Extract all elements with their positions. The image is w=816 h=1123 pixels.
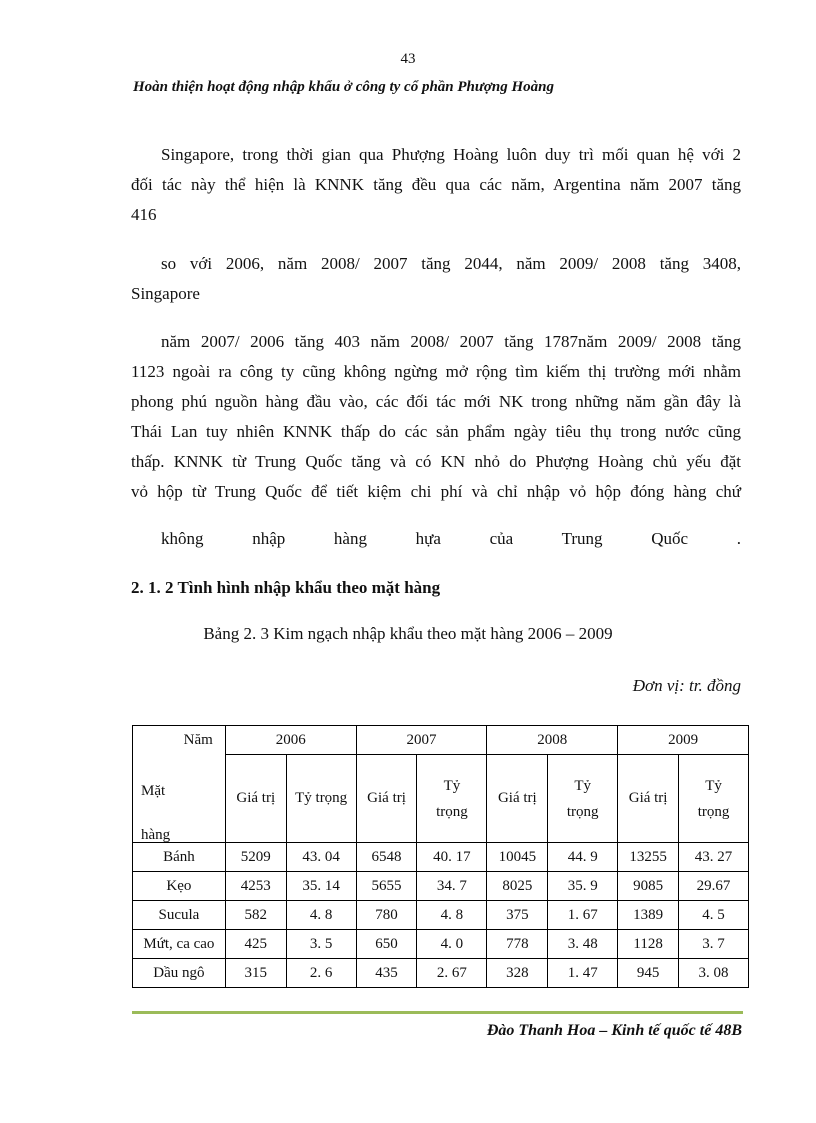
item-cell: Mứt, ca cao (133, 930, 226, 959)
table-row (133, 930, 749, 959)
year-header: 2009 (618, 726, 749, 755)
item-cell: Sucula (133, 901, 226, 930)
value-cell: 1389 (618, 901, 679, 930)
paragraph-line: thấp. KNNK từ Trung Quốc tăng và có KN nhỏ do Phượng Hoàng chủ yếu đặt (131, 452, 741, 471)
value-cell: 1128 (618, 930, 679, 959)
value-cell: 778 (487, 930, 548, 959)
section-heading: 2. 1. 2 Tình hình nhập khẩu theo mặt hàng (131, 578, 441, 597)
share-cell: 3. 7 (679, 930, 749, 959)
value-cell: 650 (356, 930, 417, 959)
paragraph-1 (131, 140, 741, 230)
paragraph-2 (131, 249, 741, 309)
paragraph-line: 1123 ngoài ra công ty cũng không ngừng mở rộng tìm kiếm thị trường mới nhằm (131, 362, 741, 381)
sub-header-value: Giá trị (225, 755, 286, 843)
share-cell: 4. 8 (417, 901, 487, 930)
share-cell: 1. 47 (548, 959, 618, 988)
sub-header-value: Giá trị (356, 755, 417, 843)
share-cell: 4. 0 (417, 930, 487, 959)
paragraph-line: 416 (131, 205, 157, 224)
item-cell: Kẹo (133, 872, 226, 901)
item-cell: Dầu ngô (133, 959, 226, 988)
share-cell: 3. 48 (548, 930, 618, 959)
corner-item-line: Mặt (141, 783, 166, 799)
table-row (133, 843, 749, 872)
share-cell: 34. 7 (417, 872, 487, 901)
footer-author: Đào Thanh Hoa – Kinh tế quốc tế 48B (486, 1022, 742, 1039)
value-cell: 6548 (356, 843, 417, 872)
share-cell: 29.67 (679, 872, 749, 901)
page-number: 43 (400, 51, 416, 67)
paragraph-line: Thái Lan tuy nhiên KNNK thấp do các sản phẩm ngày tiêu thụ trong nước cũng (131, 422, 741, 441)
table-caption: Bảng 2. 3 Kim ngạch nhập khẩu theo mặt hàng 2006 – 2009 (203, 624, 613, 643)
paragraph-line: Singapore (131, 284, 200, 303)
corner-item-label (141, 769, 170, 857)
paragraph-line: không nhập hàng hựa của Trung Quốc . (161, 529, 741, 548)
year-header-row (133, 726, 749, 755)
share-cell: 40. 17 (417, 843, 487, 872)
share-cell: 3. 5 (286, 930, 356, 959)
table-row (133, 872, 749, 901)
share-cell: 35. 9 (548, 872, 618, 901)
unit-note: Đơn vị: tr. đồng (632, 676, 741, 695)
share-cell: 44. 9 (548, 843, 618, 872)
paragraph-line: phong phú nguồn hàng đầu vào, các đối tác mới NK trong những năm gần đây là (131, 392, 741, 411)
share-line: trọng (697, 803, 730, 820)
share-cell: 2. 67 (417, 959, 487, 988)
paragraph-line: Singapore, trong thời gian qua Phượng Hoàng luôn duy trì mối quan hệ với 2 (161, 145, 741, 164)
value-cell: 8025 (487, 872, 548, 901)
table-row (133, 959, 749, 988)
value-cell: 328 (487, 959, 548, 988)
share-cell: 43. 27 (679, 843, 749, 872)
value-cell: 315 (225, 959, 286, 988)
share-cell: 4. 8 (286, 901, 356, 930)
value-cell: 582 (225, 901, 286, 930)
corner-year-label: Năm (183, 732, 213, 748)
value-cell: 10045 (487, 843, 548, 872)
share-cell: 35. 14 (286, 872, 356, 901)
year-header: 2008 (487, 726, 618, 755)
table-row (133, 901, 749, 930)
share-cell: 3. 08 (679, 959, 749, 988)
value-cell: 945 (618, 959, 679, 988)
corner-item-line: hàng (141, 827, 171, 843)
value-cell: 9085 (618, 872, 679, 901)
paragraph-line: đối tác này thể hiện là KNNK tăng đều qua các năm, Argentina năm 2007 tăng (131, 175, 741, 194)
paragraph-4 (131, 524, 741, 554)
paragraph-line: vỏ hộp từ Trung Quốc để tiết kiệm chi phí và chỉ nhập vỏ hộp đóng hàng chứ (131, 482, 741, 501)
share-line: trọng (436, 803, 468, 820)
share-line: Tỷ (443, 777, 461, 794)
share-line: trọng (566, 803, 599, 820)
share-cell: 2. 6 (286, 959, 356, 988)
item-cell: Bánh (133, 843, 226, 872)
corner-cell (133, 726, 226, 843)
year-header: 2007 (356, 726, 487, 755)
sub-header-value: Giá trị (487, 755, 548, 843)
sub-header-share: Tỷ trọng (286, 755, 356, 843)
footer-rule (132, 1011, 743, 1014)
share-cell: 1. 67 (548, 901, 618, 930)
value-cell: 5209 (225, 843, 286, 872)
value-cell: 435 (356, 959, 417, 988)
sub-header-share (417, 755, 487, 843)
sub-header-share (548, 755, 618, 843)
running-header: Hoàn thiện hoạt động nhập khẩu ở công ty cổ phần Phượng Hoàng (133, 79, 555, 95)
value-cell: 425 (225, 930, 286, 959)
paragraph-line: năm 2007/ 2006 tăng 403 năm 2008/ 2007 tăng 1787năm 2009/ 2008 tăng (161, 332, 741, 351)
import-by-product-table (132, 725, 749, 988)
paragraph-3 (131, 327, 741, 507)
share-line: Tỷ (705, 777, 722, 794)
sub-header-share (679, 755, 749, 843)
year-header: 2006 (225, 726, 356, 755)
value-cell: 375 (487, 901, 548, 930)
value-cell: 13255 (618, 843, 679, 872)
value-cell: 780 (356, 901, 417, 930)
value-cell: 5655 (356, 872, 417, 901)
paragraph-line: so với 2006, năm 2008/ 2007 tăng 2044, năm 2009/ 2008 tăng 3408, (161, 254, 741, 273)
share-line: Tỷ (574, 777, 592, 794)
share-cell: 4. 5 (679, 901, 749, 930)
sub-header-row (133, 755, 749, 843)
sub-header-value: Giá trị (618, 755, 679, 843)
share-cell: 43. 04 (286, 843, 356, 872)
value-cell: 4253 (225, 872, 286, 901)
